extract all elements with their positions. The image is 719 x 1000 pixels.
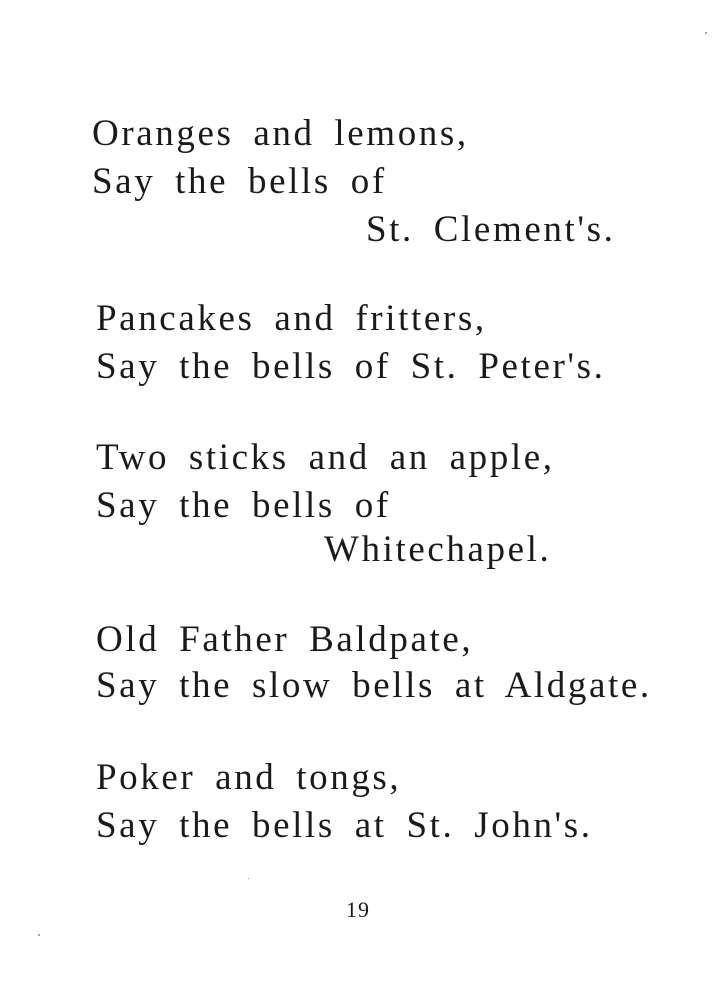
- scan-speck: [248, 878, 249, 879]
- poem-line: Say the bells of: [92, 161, 387, 202]
- poem-line-indented: St. Clement's.: [366, 209, 616, 250]
- poem-line: Two sticks and an apple,: [96, 437, 555, 478]
- poem-line: Say the bells of St. Peter's.: [96, 346, 606, 387]
- poem-line: Oranges and lemons,: [92, 113, 469, 154]
- poem-line-indented: Whitechapel.: [324, 529, 552, 570]
- scan-speck: [705, 32, 707, 34]
- poem-line: Say the bells of: [96, 485, 391, 526]
- poem-line: Say the slow bells at Aldgate.: [96, 665, 652, 706]
- poem-line: Poker and tongs,: [96, 757, 402, 798]
- poem-line: Pancakes and fritters,: [96, 298, 487, 339]
- poem-line: Old Father Baldpate,: [96, 619, 474, 660]
- page-number: 19: [346, 897, 370, 922]
- poem-line: Say the bells at St. John's.: [96, 805, 593, 846]
- scan-speck: [38, 934, 40, 936]
